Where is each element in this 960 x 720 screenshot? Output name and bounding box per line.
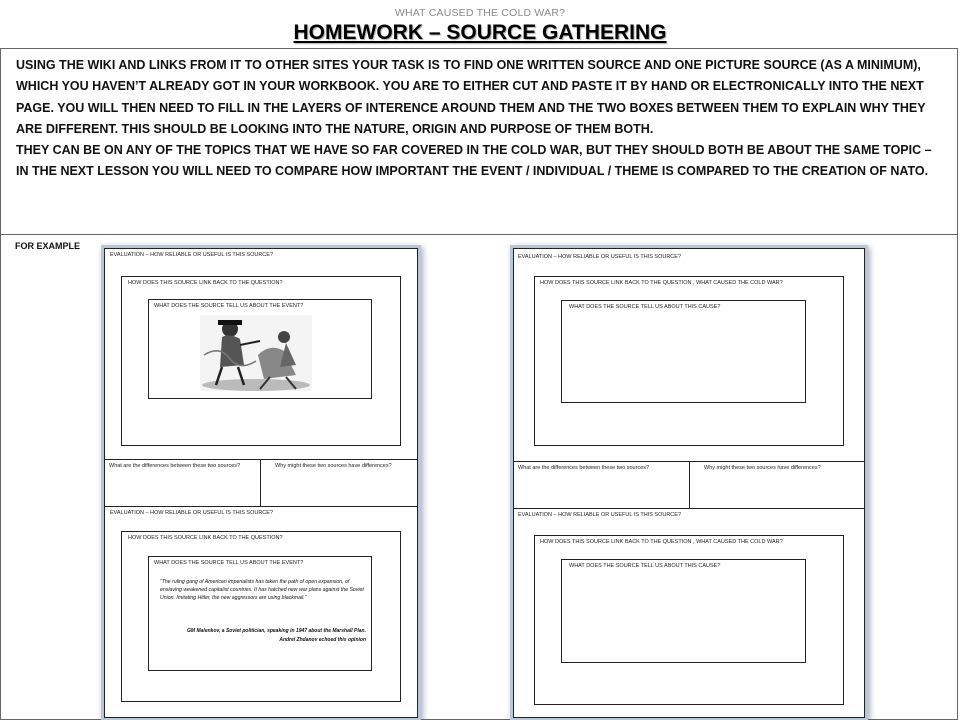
left-why-label: Why might these two sources have differences?: [275, 463, 392, 469]
page-subtitle: WHAT CAUSED THE COLD WAR?: [394, 7, 566, 19]
right-evaluation-label: EVALUATION – HOW RELIABLE OR USEFUL IS THIS SOURCE?: [518, 254, 682, 260]
right-tells2-box: [561, 559, 806, 663]
quote-attribution-1: GM Malenkov, a Soviet politician, speaking in 1947 about the Marshall Plan.: [187, 628, 366, 634]
cartoon-source-image: [200, 315, 312, 391]
right-link2-label: HOW DOES THIS SOURCE LINK BACK TO THE QUESTION , WHAT CAUSED THE COLD WAR?: [540, 539, 783, 545]
left-evaluation2-label: EVALUATION – HOW RELIABLE OR USEFUL IS THIS SOURCE?: [110, 510, 274, 516]
left-evaluation-label: EVALUATION – HOW RELIABLE OR USEFUL IS THIS SOURCE?: [110, 252, 274, 258]
instructions-box: [0, 48, 958, 235]
right-evaluation2-label: EVALUATION – HOW RELIABLE OR USEFUL IS THIS SOURCE?: [518, 512, 682, 518]
left-link-label: HOW DOES THIS SOURCE LINK BACK TO THE QUESTION?: [128, 280, 283, 286]
right-differences-label: What are the differences between these two sources?: [518, 465, 650, 471]
right-tells-label: WHAT DOES THE SOURCE TELL US ABOUT THIS CAUSE?: [569, 304, 721, 310]
left-worksheet: [104, 248, 418, 718]
left-link2-label: HOW DOES THIS SOURCE LINK BACK TO THE QUESTION?: [128, 535, 283, 541]
right-tells-box: [561, 300, 806, 403]
written-source-quote: “The ruling gang of American imperialists has taken the path of open expansion, of enslaving weakened capitalist countries. It has hatched new war plans against the Soviet Union. Imitating Hitler, the new aggressors are using blackmail.”: [160, 579, 364, 601]
right-why-label: Why might these two sources have differences?: [704, 465, 821, 471]
instructions-paragraph-1: USING THE WIKI AND LINKS FROM IT TO OTHER SITES YOUR TASK IS TO FIND ONE WRITTEN SOURCE AND ONE PICTURE SOURCE (AS A MINIMUM), WHICH YOU HAVEN’T ALREADY GOT IN YOUR WORKBOOK. YOU ARE TO EITHER CUT AND PASTE IT BY HAND OR ELECTRONICALLY INTO THE NEXT PAGE. YOU WILL THEN NEED TO FILL IN THE LAYERS OF INTERENCE AROUND THEM AND THE TWO BOXES BETWEEN THEM TO EXPLAIN WHY THEY ARE DIFFERENT. THIS SHOULD BE LOOKING INTO THE NATURE, ORIGIN AND PURPOSE OF THEM BOTH.: [16, 58, 926, 136]
quote-attribution-2: Andrei Zhdanov echoed this opinion: [279, 637, 366, 643]
right-tells2-label: WHAT DOES THE SOURCE TELL US ABOUT THIS CAUSE?: [569, 563, 721, 569]
page-title: HOMEWORK – SOURCE GATHERING: [293, 21, 667, 44]
left-tells2-box: [148, 556, 372, 671]
instructions-paragraph-2: THEY CAN BE ON ANY OF THE TOPICS THAT WE HAVE SO FAR COVERED IN THE COLD WAR, BUT THEY SHOULD BOTH BE ABOUT THE SAME TOPIC – IN THE NEXT LESSON YOU WILL NEED TO COMPARE HOW IMPORTANT THE EVENT / INDIVIDUAL / THEME IS COMPARED TO THE CREATION OF NATO.: [16, 143, 932, 179]
example-label: FOR EXAMPLE: [15, 241, 81, 251]
left-tells-label: WHAT DOES THE SOURCE TELL US ABOUT THE EVENT?: [154, 303, 304, 309]
right-worksheet: [513, 248, 865, 718]
left-differences-label: What are the differences between these two sources?: [109, 463, 241, 469]
left-tells2-label: WHAT DOES THE SOURCE TELL US ABOUT THE EVENT?: [154, 560, 304, 566]
instructions-text: [16, 55, 944, 183]
right-link-label: HOW DOES THIS SOURCE LINK BACK TO THE QUESTION , WHAT CAUSED THE COLD WAR?: [540, 280, 783, 286]
